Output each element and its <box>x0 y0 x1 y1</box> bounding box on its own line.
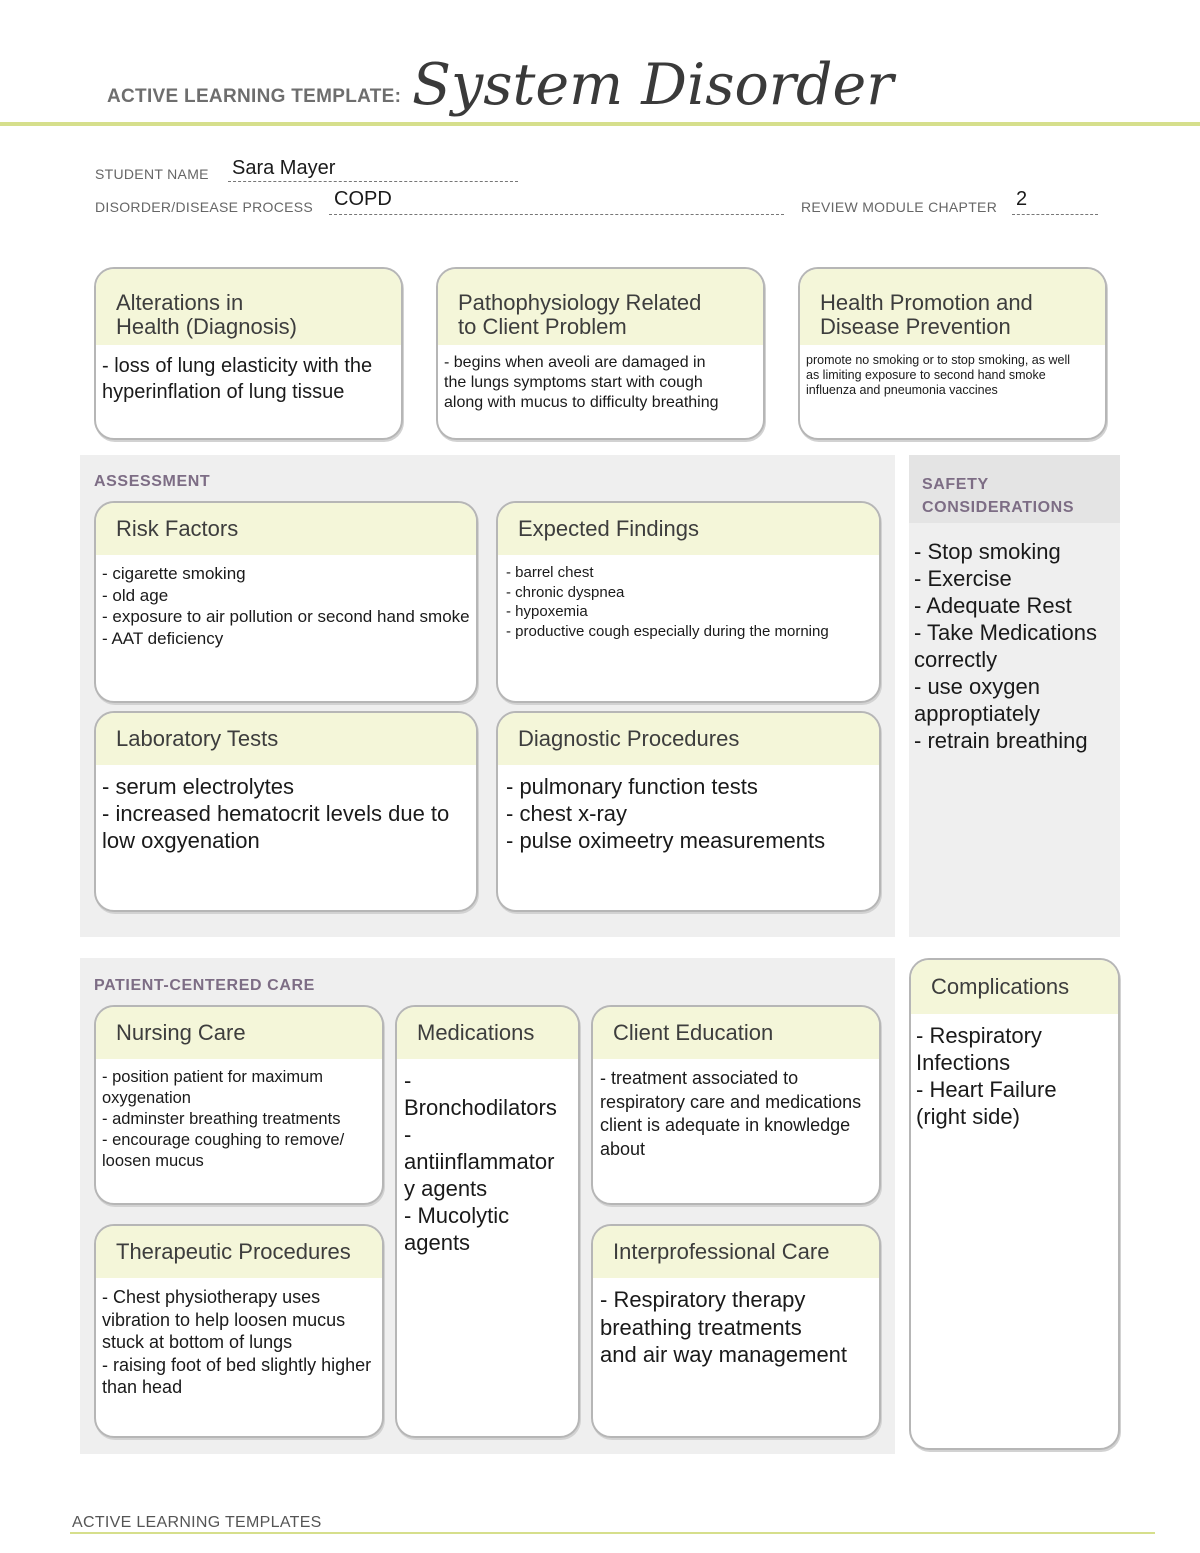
client-education-title: Client Education <box>593 1007 879 1059</box>
assessment-section-title: ASSESSMENT <box>94 473 211 490</box>
diagnostic-procedures-title: Diagnostic Procedures <box>498 713 879 765</box>
client-education-body[interactable]: - treatment associated to respiratory care and medications client is adequate in knowledge about <box>600 1068 862 1159</box>
template-title: System Disorder <box>412 52 894 118</box>
footer-text: ACTIVE LEARNING TEMPLATES <box>72 1514 322 1531</box>
interprofessional-care-body[interactable]: - Respiratory therapy breathing treatments and air way management <box>600 1287 848 1367</box>
pathophysiology-body[interactable]: - begins when aveoli are damaged in the lungs symptoms start with cough along with mucus to difficulty breathing <box>444 354 719 411</box>
laboratory-tests-card <box>94 711 478 912</box>
complications-card <box>909 958 1120 1450</box>
safety-body[interactable]: - Stop smoking - Exercise - Adequate Rest - Take Medications correctly - use oxygen approptiately - retrain breathing <box>914 539 1098 753</box>
client-education-card <box>591 1005 881 1205</box>
chapter-field[interactable]: 2 <box>1016 188 1028 210</box>
complications-title: Complications <box>911 960 1118 1014</box>
chapter-underline <box>1012 214 1098 215</box>
risk-factors-title: Risk Factors <box>96 503 476 555</box>
expected-findings-body[interactable]: - barrel chest - chronic dyspnea - hypoxemia - productive cough especially during the morning <box>506 564 829 640</box>
therapeutic-procedures-title: Therapeutic Procedures <box>96 1226 382 1278</box>
health-promotion-card <box>798 267 1107 440</box>
laboratory-tests-body[interactable]: - serum electrolytes - increased hematocrit levels due to low oxgyenation <box>102 774 450 853</box>
medications-title: Medications <box>397 1007 578 1059</box>
complications-body[interactable]: - Respiratory Infections - Heart Failure (right side) <box>916 1023 1057 1129</box>
nursing-care-title: Nursing Care <box>96 1007 382 1059</box>
alterations-body[interactable]: - loss of lung elasticity with the hyperinflation of lung tissue <box>102 355 373 403</box>
disorder-label: DISORDER/DISEASE PROCESS <box>95 199 314 215</box>
template-label: ACTIVE LEARNING TEMPLATE: <box>107 86 402 107</box>
diagnostic-procedures-card <box>496 711 881 912</box>
expected-findings-card <box>496 501 881 703</box>
interprofessional-care-card <box>591 1224 881 1438</box>
nursing-care-body[interactable]: - position patient for maximum oxygenation - adminster breathing treatments - encourage coughing to remove/ loosen mucus <box>102 1068 345 1170</box>
student-name-underline <box>228 181 518 182</box>
student-name-label: STUDENT NAME <box>95 166 209 182</box>
risk-factors-body[interactable]: - cigarette smoking - old age - exposure to air pollution or second hand smoke - AAT deficiency <box>102 564 470 648</box>
header-divider <box>0 122 1200 126</box>
pathophysiology-card <box>436 267 765 440</box>
disorder-field[interactable]: COPD <box>334 188 392 210</box>
health-promotion-title: Health Promotion and Disease Prevention <box>800 269 1105 345</box>
chapter-label: REVIEW MODULE CHAPTER <box>801 199 998 215</box>
diagnostic-procedures-body[interactable]: - pulmonary function tests - chest x-ray - pulse oximeetry measurements <box>506 774 826 853</box>
expected-findings-title: Expected Findings <box>498 503 879 555</box>
therapeutic-procedures-body[interactable]: - Chest physiotherapy uses vibration to help loosen mucus stuck at bottom of lungs - raising foot of bed slightly higher than head <box>102 1287 372 1397</box>
patient-care-section-title: PATIENT-CENTERED CARE <box>94 977 315 994</box>
medications-body[interactable]: - Bronchodilators - antiinflammator y agents - Mucolytic agents <box>404 1068 557 1255</box>
alterations-title: Alterations in Health (Diagnosis) <box>96 269 401 345</box>
safety-title: SAFETY CONSIDERATIONS <box>922 476 1075 516</box>
alterations-card <box>94 267 403 440</box>
disorder-underline <box>329 214 784 215</box>
nursing-care-card <box>94 1005 384 1205</box>
medications-card <box>395 1005 580 1438</box>
therapeutic-procedures-card <box>94 1224 384 1438</box>
footer-divider <box>70 1532 1155 1534</box>
health-promotion-body[interactable]: promote no smoking or to stop smoking, as well as limiting exposure to second hand smoke influenza and pneumonia vaccines <box>806 353 1071 397</box>
student-name-field[interactable]: Sara Mayer <box>232 157 336 179</box>
interprofessional-care-title: Interprofessional Care <box>593 1226 879 1278</box>
pathophysiology-title: Pathophysiology Related to Client Problem <box>438 269 763 345</box>
laboratory-tests-title: Laboratory Tests <box>96 713 476 765</box>
risk-factors-card <box>94 501 478 703</box>
